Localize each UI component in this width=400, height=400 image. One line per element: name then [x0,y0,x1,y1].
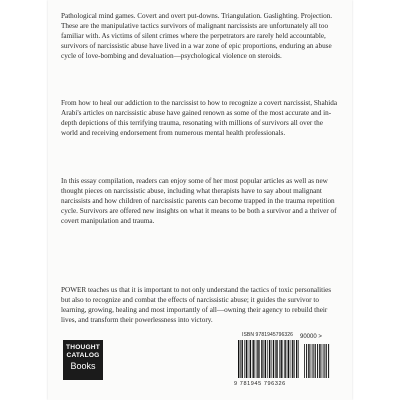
blurb-paragraph-4: POWER teaches us that it is important to not only understand the tactics of toxic personalities but also to recognize and combat the effects of narcissistic abuse; it guides the survivor to learning, growing, healing and most importantly of all—owning their agency to rebuild their lives, and transform their powerlessness into victory. [61,286,332,324]
logo-line-2: CATALOG [66,352,100,359]
isbn-barcode [238,340,300,378]
barcode-addon-number: 90000 > [300,334,322,340]
blurb-paragraph-3: In this essay compilation, readers can enjoy some of her most popular articles as well as new thought pieces on narcissistic abuse, including what therapists have to say about malignant narcissists and how children of narcissistic parents can become trapped in the trauma repetition cycle. Survivors are offered new insights on what it means to be both a survivor and a thriver of covert manipulation and trauma. [61,177,337,225]
logo-line-1: THOUGHT [66,344,100,351]
isbn-caption: ISBN 9781945796326 [242,332,294,338]
barcode-digits: 9 781945 796326 [234,381,286,387]
price-barcode [304,344,330,378]
logo-line-3: Books [70,361,96,371]
blurb-paragraph-1: Pathological mind games. Covert and overt put-downs. Triangulation. Gaslighting. Projection. These are the manipulative tactics survivors of malignant narcissists are unfortunately all too familiar with. As victims of silent crimes where the perpetrators are rarely held accountable, survivors of narcissistic abuse have lived in a war zone of epic proportions, enduring an abuse cycle of love-bombing and devaluation—psychological violence on steroids. [61,12,333,60]
blurb-paragraph-2: From how to heal our addiction to the narcissist to how to recognize a covert narcissist, Shahida Arabi's articles on narcissistic abuse have gained renown as some of the most accurate and in-depth depictions of this terrifying trauma, resonating with millions of survivors all over the world and receiving endorsement from numerous mental health professionals. [61,99,338,137]
publisher-logo [63,340,103,380]
